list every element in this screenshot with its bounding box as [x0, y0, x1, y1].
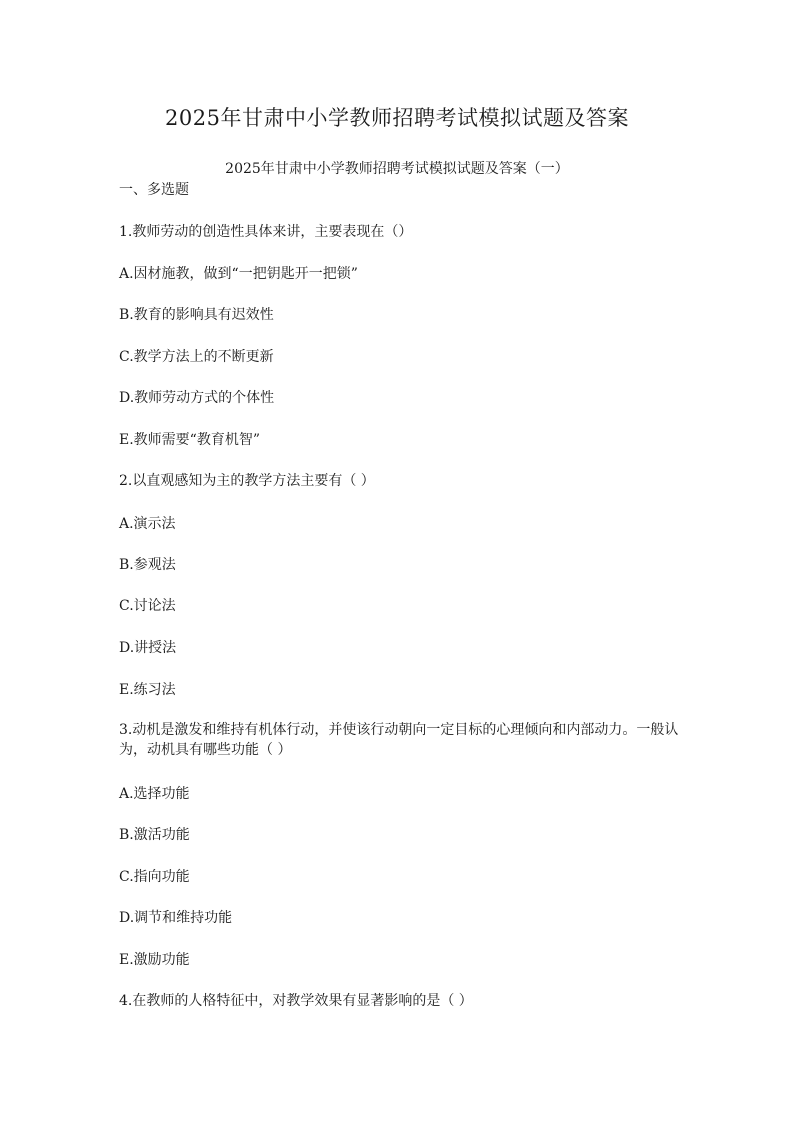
- question-2-option-b: B.参观法: [119, 557, 176, 573]
- question-3-option-d: D.调节和维持功能: [119, 910, 233, 926]
- question-1-option-b: B.教育的影响具有迟效性: [119, 307, 274, 323]
- page-title: 2025年甘肃中小学教师招聘考试模拟试题及答案: [165, 106, 629, 130]
- question-2-option-d: D.讲授法: [119, 640, 177, 656]
- question-2-option-c: C.讨论法: [119, 598, 176, 614]
- question-2-stem: 2.以直观感知为主的教学方法主要有（ ）: [119, 473, 375, 489]
- section-heading: 一、多选题: [119, 182, 189, 198]
- question-2-option-e: E.练习法: [119, 682, 176, 698]
- question-2-option-a: A.演示法: [119, 516, 176, 532]
- question-1-stem: 1.教师劳动的创造性具体来讲，主要表现在（）: [119, 224, 413, 240]
- question-1-option-e: E.教师需要“教育机智”: [119, 432, 260, 448]
- question-1-option-a: A.因材施教，做到“一把钥匙开一把锁”: [119, 266, 358, 282]
- question-3-option-c: C.指向功能: [119, 869, 190, 885]
- question-3-option-e: E.激励功能: [119, 952, 190, 968]
- question-4-stem: 4.在教师的人格特征中，对教学效果有显著影响的是（ ）: [119, 993, 473, 1009]
- question-3-option-b: B.激活功能: [119, 827, 190, 843]
- question-3-option-a: A.选择功能: [119, 786, 190, 802]
- question-1-option-d: D.教师劳动方式的个体性: [119, 390, 275, 406]
- document-subtitle: 2025年甘肃中小学教师招聘考试模拟试题及答案（一）: [225, 161, 569, 177]
- question-1-option-c: C.教学方法上的不断更新: [119, 349, 274, 365]
- question-3-stem: 3.动机是激发和维持有机体行动，并使该行动朝向一定目标的心理倾向和内部动力。一般认为，动机具有哪些功能（ ）: [119, 722, 679, 758]
